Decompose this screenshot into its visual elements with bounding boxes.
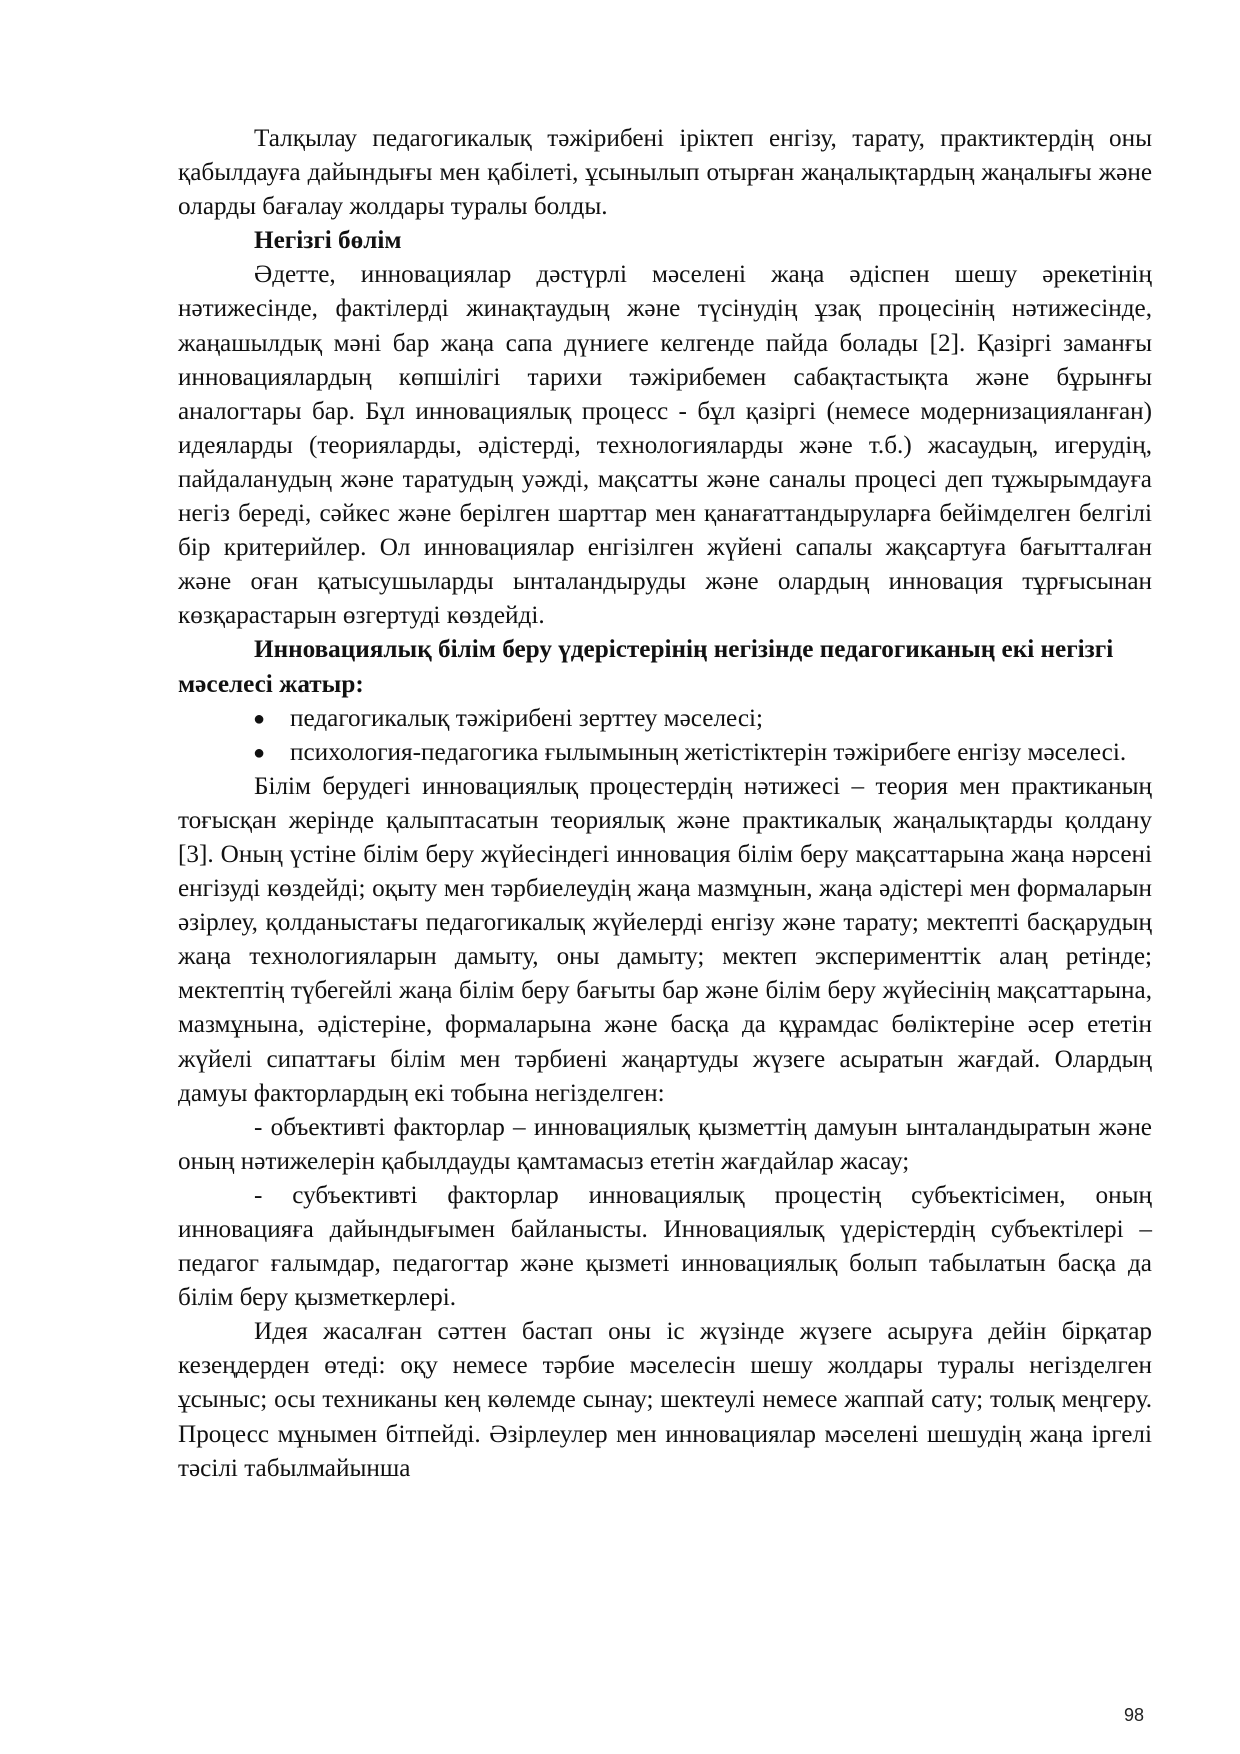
bullet-icon: ●: [253, 707, 266, 730]
paragraph-subjective-factors: - субъективті факторлар инновациялық процестің субъектісімен, оның инновацияға дайындығымен байланысты. Инновациялық үдерістердің субъектілері – педагог ғалымдар, педагогтар және қызметі инновациялық болып табылатын басқа да білім беру қызметкерлері.: [178, 1181, 1152, 1312]
list-item-text: педагогикалық тәжірибені зерттеу мәселесі;: [290, 704, 763, 732]
body-text: [178, 122, 1152, 1486]
paragraph-objective-factors: - объективті факторлар – инновациялық қызметтің дамуын ынталандыратын және оның нәтижелерін қабылдауды қамтамасыз ететін жағдайлар жасау;: [178, 1113, 1152, 1175]
heading-two-problems: Инновациялық білім беру үдерістерінің негізінде педагогиканың екі негізгі мәселесі жатыр:: [178, 636, 1114, 698]
problems-list: [178, 702, 1152, 770]
heading-main-part: Негізгі бөлім: [254, 227, 402, 255]
page-number: 98: [1124, 1705, 1145, 1725]
paragraph-discussion: Талқылау педагогикалық тәжірибені іріктеп енгізу, тарату, практиктердің оны қабылдауға дайындығы мен қабілеті, ұсынылып отырған жаңалықтардың жаңалығы және оларды бағалау жолдары туралы болды.: [178, 125, 1152, 221]
paragraph-idea-stages: Идея жасалған сәттен бастап оны іс жүзінде жүзеге асыруға дейін бірқатар кезеңдерден өтеді: оқу немесе тәрбие мәселесін шешу жолдары туралы негізделген ұсыныс; осы техниканы кең көлемде сынау; шектеулі немесе жаппай сату; толық меңгеру. Процесс мұнымен бітпейді. Әзірлеулер мен инновациялар мәселені шешудің жаңа іргелі тәсілі табылмайынша: [178, 1318, 1152, 1482]
list-item: [253, 702, 1152, 736]
paragraph-innovations: Әдетте, инновациялар дәстүрлі мәселені жаңа әдіспен шешу әрекетінің нәтижесінде, фактілерді жинақтаудың және түсінудің ұзақ процесінің нәтижесінде, жаңашылдық мәні бар жаңа сапа дүниеге келгенде пайда болады [2]. Қазіргі заманғы инновациялардың көпшілігі тарихи тәжірибемен сабақтастықта және бұрынғы аналогтары бар. Бұл инновациялық процесс - бұл қазіргі (немесе модернизацияланған) идеяларды (теорияларды, әдістерді, технологияларды және т.б.) жасаудың, игерудің, пайдаланудың және таратудың уәжді, мақсатты және саналы процесі деп тұжырымдауға негіз береді, сәйкес және берілген шарттар мен қанағаттандыруларға бейімделген белгілі бір критерийлер. Ол инновациялар енгізілген жүйені сапалы жақсартуға бағытталған және оған қатысушыларды ынталандыруды және олардың инновация тұрғысынан көзқарастарын өзгертуді көздейді.: [178, 261, 1152, 630]
paragraph-results: Білім берудегі инновациялық процестердің нәтижесі – теория мен практиканың тоғысқан жерінде қалыптасатын теориялық және практикалық жаңалықтарды қолдану [3]. Оның үстіне білім беру жүйесіндегі инновация білім беру мақсаттарына жаңа нәрсені енгізуді көздейді; оқыту мен тәрбиелеудің жаңа мазмұнын, жаңа әдістері мен формаларын әзірлеу, қолданыстағы педагогикалық жүйелерді енгізу және тарату; мектепті басқарудың жаңа технологияларын дамыту, оны дамыту; мектеп эксперименттік алаң ретінде; мектептің түбегейлі жаңа білім беру бағыты бар және білім беру жүйесінің мақсаттарына, мазмұнына, әдістеріне, формаларына және басқа да құрамдас бөліктеріне әсер ететін жүйелі сипаттағы білім мен тәрбиені жаңартуды жүзеге асыратын жағдай. Олардың дамуы факторлардың екі тобына негізделген:: [178, 772, 1152, 1107]
list-item: [253, 736, 1152, 770]
bullet-icon: ●: [253, 741, 266, 764]
list-item-text: психология-педагогика ғылымының жетістіктерін тәжірибеге енгізу мәселесі.: [290, 738, 1127, 766]
